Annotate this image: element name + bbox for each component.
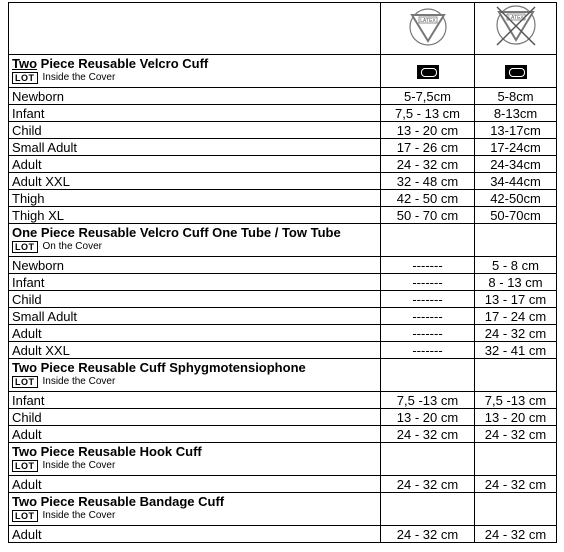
size-range-b: 13 - 20 cm <box>475 409 557 426</box>
size-range-b: 24-34cm <box>475 156 557 173</box>
lot-location-text: Inside the Cover <box>42 510 116 521</box>
section-icon-cell-a <box>381 55 475 88</box>
table-row <box>9 122 557 139</box>
lot-location <box>12 376 380 388</box>
table-row <box>9 325 557 342</box>
table-row <box>9 409 557 426</box>
size-range-b: 8 - 13 cm <box>475 274 557 291</box>
size-range-b: 34-44cm <box>475 173 557 190</box>
table-row <box>9 190 557 207</box>
header-empty-cell <box>9 3 381 55</box>
latex-free-icon-label: LATEX <box>419 18 436 24</box>
latex-crossed-icon-label: LATEX <box>507 15 524 21</box>
lot-location <box>12 460 380 472</box>
section-title <box>12 443 380 459</box>
lot-location-text: On the Cover <box>42 241 102 252</box>
table-row <box>9 173 557 190</box>
lot-icon: LOT <box>12 72 38 84</box>
section-header-row <box>9 359 557 392</box>
size-name: Infant <box>9 274 381 291</box>
section-icon-cell-b <box>475 493 557 526</box>
section-title <box>12 359 380 375</box>
section-title <box>12 55 380 71</box>
size-range-b: 13-17cm <box>475 122 557 139</box>
section-title-text: Two Piece Reusable Cuff Sphygmotensiophone <box>12 360 306 375</box>
size-range-b: 24 - 32 cm <box>475 426 557 443</box>
size-range-a: 5-7,5cm <box>381 88 475 105</box>
size-range-b: 13 - 17 cm <box>475 291 557 308</box>
size-range-b: 24 - 32 cm <box>475 325 557 342</box>
size-name: Child <box>9 409 381 426</box>
size-name: Adult XXL <box>9 342 381 359</box>
size-name: Infant <box>9 392 381 409</box>
section-header-row <box>9 224 557 257</box>
section-title-text: One Piece Reusable Velcro Cuff One Tube / Tow Tube <box>12 225 341 240</box>
size-range-b: 24 - 32 cm <box>475 526 557 543</box>
size-name: Newborn <box>9 257 381 274</box>
table-row <box>9 526 557 543</box>
cuff-icon <box>417 65 439 79</box>
table-row <box>9 392 557 409</box>
latex-free-triangle-icon <box>406 7 450 47</box>
cuff-icon <box>505 65 527 79</box>
table-row <box>9 156 557 173</box>
size-range-b: 7,5 -13 cm <box>475 392 557 409</box>
section-icon-cell-a <box>381 359 475 392</box>
table-row <box>9 291 557 308</box>
table-row <box>9 207 557 224</box>
size-range-a: 7,5 -13 cm <box>381 392 475 409</box>
size-name: Thigh <box>9 190 381 207</box>
lot-icon: LOT <box>12 510 38 522</box>
size-range-a: 24 - 32 cm <box>381 156 475 173</box>
table-row <box>9 105 557 122</box>
size-range-b: 17-24cm <box>475 139 557 156</box>
size-range-a: 50 - 70 cm <box>381 207 475 224</box>
section-title-cell <box>9 359 381 392</box>
size-name: Small Adult <box>9 139 381 156</box>
section-header-row <box>9 493 557 526</box>
section-title <box>12 493 380 509</box>
lot-location <box>12 72 380 84</box>
section-title-text: Piece Reusable Velcro Cuff <box>37 56 209 71</box>
size-range-b: 8-13cm <box>475 105 557 122</box>
section-title-cell <box>9 224 381 257</box>
size-name: Adult <box>9 526 381 543</box>
size-range-a: ------- <box>381 274 475 291</box>
section-title-cell <box>9 55 381 88</box>
section-header-row <box>9 55 557 88</box>
size-range-a: ------- <box>381 257 475 274</box>
size-name: Child <box>9 291 381 308</box>
section-icon-cell-a <box>381 493 475 526</box>
size-name: Adult <box>9 156 381 173</box>
size-range-a: 17 - 26 cm <box>381 139 475 156</box>
size-name: Infant <box>9 105 381 122</box>
table-row <box>9 342 557 359</box>
section-title-underlined: Two <box>12 56 38 71</box>
section-icon-cell-b <box>475 443 557 476</box>
lot-location-text: Inside the Cover <box>42 460 116 471</box>
section-title-cell <box>9 443 381 476</box>
size-range-b: 17 - 24 cm <box>475 308 557 325</box>
latex-crossed-column-header <box>475 3 557 55</box>
section-title-text: Two Piece Reusable Hook Cuff <box>12 444 202 459</box>
lot-location <box>12 510 380 522</box>
size-range-b: 5-8cm <box>475 88 557 105</box>
size-range-a: 7,5 - 13 cm <box>381 105 475 122</box>
section-title-text: Two Piece Reusable Bandage Cuff <box>12 494 225 509</box>
size-range-a: 32 - 48 cm <box>381 173 475 190</box>
latex-crossed-triangle-icon <box>493 5 539 49</box>
size-range-b: 5 - 8 cm <box>475 257 557 274</box>
size-range-b: 32 - 41 cm <box>475 342 557 359</box>
size-name: Adult <box>9 325 381 342</box>
table-row <box>9 476 557 493</box>
table-row <box>9 139 557 156</box>
lot-location-text: Inside the Cover <box>42 376 116 387</box>
cuff-size-table <box>8 2 557 543</box>
size-range-b: 24 - 32 cm <box>475 476 557 493</box>
table-row <box>9 88 557 105</box>
size-range-a: ------- <box>381 308 475 325</box>
section-icon-cell-b <box>475 359 557 392</box>
size-name: Thigh XL <box>9 207 381 224</box>
size-name: Child <box>9 122 381 139</box>
size-range-a: ------- <box>381 291 475 308</box>
section-title <box>12 224 380 240</box>
table-row <box>9 274 557 291</box>
size-range-a: ------- <box>381 325 475 342</box>
size-range-a: ------- <box>381 342 475 359</box>
size-range-a: 24 - 32 cm <box>381 476 475 493</box>
size-name: Adult <box>9 476 381 493</box>
header-row <box>9 3 557 55</box>
section-title-cell <box>9 493 381 526</box>
lot-icon: LOT <box>12 376 38 388</box>
size-range-b: 50-70cm <box>475 207 557 224</box>
size-name: Adult <box>9 426 381 443</box>
size-range-b: 42-50cm <box>475 190 557 207</box>
section-icon-cell-b <box>475 224 557 257</box>
section-icon-cell-a <box>381 443 475 476</box>
latex-free-column-header <box>381 3 475 55</box>
size-name: Small Adult <box>9 308 381 325</box>
section-header-row <box>9 443 557 476</box>
table-row <box>9 426 557 443</box>
lot-icon: LOT <box>12 241 38 253</box>
size-range-a: 24 - 32 cm <box>381 426 475 443</box>
lot-icon: LOT <box>12 460 38 472</box>
section-icon-cell-b <box>475 55 557 88</box>
size-range-a: 13 - 20 cm <box>381 409 475 426</box>
size-range-a: 13 - 20 cm <box>381 122 475 139</box>
lot-location-text: Inside the Cover <box>42 72 116 83</box>
table-row <box>9 257 557 274</box>
size-name: Newborn <box>9 88 381 105</box>
size-range-a: 42 - 50 cm <box>381 190 475 207</box>
size-name: Adult XXL <box>9 173 381 190</box>
lot-location <box>12 241 380 253</box>
table-row <box>9 308 557 325</box>
section-icon-cell-a <box>381 224 475 257</box>
size-range-a: 24 - 32 cm <box>381 526 475 543</box>
